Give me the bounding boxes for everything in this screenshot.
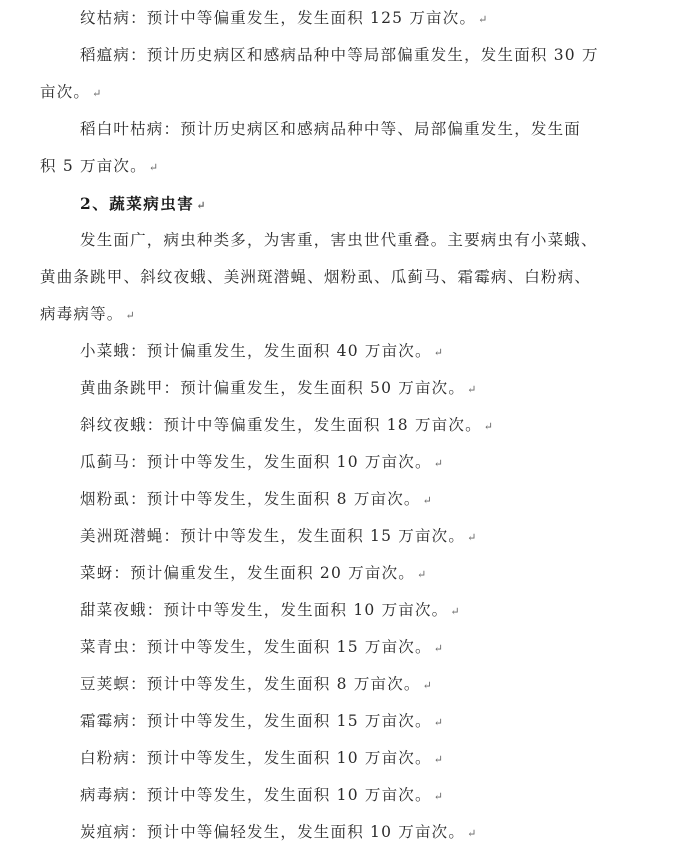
paragraph-virus-disease (40, 777, 660, 814)
text-line: 菜青虫：预计中等发生，发生面积 15 万亩次。 ↵ (80, 638, 443, 656)
paragraph-mark-icon: ↵ (148, 161, 159, 174)
paragraph-beet-armyworm (40, 592, 660, 629)
text-line: 发生面广，病虫种类多，为害重，害虫世代重叠。主要病虫有小菜蛾、 (80, 231, 598, 249)
paragraph-armyworm (40, 407, 660, 444)
text-line: 霜霉病：预计中等发生，发生面积 15 万亩次。 ↵ (80, 712, 443, 730)
paragraph-powdery-mildew (40, 740, 660, 777)
text-line: 瓜蓟马：预计中等发生，发生面积 10 万亩次。 ↵ (80, 453, 443, 471)
paragraph-mark-icon: ↵ (433, 790, 443, 803)
paragraph-mark-icon: ↵ (125, 309, 135, 322)
paragraph-anthracnose (40, 814, 660, 851)
paragraph-mark-icon: ↵ (483, 420, 493, 433)
paragraph-sheath-blight (40, 0, 660, 37)
paragraph-cabbage-worm (40, 629, 660, 666)
paragraph-pod-borer (40, 666, 660, 703)
paragraph-mark-icon: ↵ (433, 716, 443, 729)
text-line: 积 5 万亩次。 ↵ (40, 157, 159, 175)
text-line: 豆荚螟：预计中等发生，发生面积 8 万亩次。 ↵ (80, 675, 432, 693)
text-line: 斜纹夜蛾：预计中等偏重发生，发生面积 18 万亩次。 ↵ (80, 416, 493, 434)
paragraph-mark-icon: ↵ (196, 199, 206, 212)
text-line: 稻白叶枯病：预计历史病区和感病品种中等、局部偏重发生，发生面 (80, 120, 582, 138)
text-line: 烟粉虱：预计中等发生，发生面积 8 万亩次。 ↵ (80, 490, 432, 508)
text-line: 黄曲条跳甲、斜纹夜蛾、美洲斑潜蝇、烟粉虱、瓜蓟马、霜霉病、白粉病、 (40, 268, 592, 286)
text-line: 黄曲条跳甲：预计偏重发生，发生面积 50 万亩次。 ↵ (80, 379, 477, 397)
paragraph-mark-icon: ↵ (467, 383, 477, 396)
text-line: 甜菜夜蛾：预计中等发生，发生面积 10 万亩次。 ↵ (80, 601, 460, 619)
paragraph-mark-icon: ↵ (467, 827, 477, 840)
paragraph-mark-icon: ↵ (478, 13, 488, 26)
paragraph-rice-blast (40, 37, 660, 111)
paragraph-diamondback-moth (40, 333, 660, 370)
paragraph-downy-mildew (40, 703, 660, 740)
paragraph-melon-thrips (40, 444, 660, 481)
text-line: 病毒病：预计中等发生，发生面积 10 万亩次。 ↵ (80, 786, 443, 804)
text-line: 纹枯病：预计中等偏重发生，发生面积 125 万亩次。 ↵ (80, 9, 488, 27)
paragraph-flea-beetle (40, 370, 660, 407)
paragraph-mark-icon: ↵ (422, 679, 432, 692)
text-line: 稻瘟病：预计历史病区和感病品种中等局部偏重发生，发生面积 30 万 (80, 46, 599, 64)
text-line: 白粉病：预计中等发生，发生面积 10 万亩次。 ↵ (80, 749, 443, 767)
text-line: 美洲斑潜蝇：预计中等发生，发生面积 15 万亩次。 ↵ (80, 527, 477, 545)
paragraph-mark-icon: ↵ (92, 87, 102, 100)
paragraph-mark-icon: ↵ (433, 753, 443, 766)
paragraph-aphid (40, 555, 660, 592)
text-line: 小菜蛾：预计偏重发生，发生面积 40 万亩次。 ↵ (80, 342, 443, 360)
section-heading (40, 185, 660, 222)
paragraph-mark-icon: ↵ (467, 531, 477, 544)
paragraph-whitefly (40, 481, 660, 518)
paragraph-mark-icon: ↵ (422, 494, 432, 507)
text-line: 菜蚜：预计偏重发生，发生面积 20 万亩次。 ↵ (80, 564, 427, 582)
paragraph-leafminer (40, 518, 660, 555)
text-line: 亩次。 ↵ (40, 83, 102, 101)
paragraph-bacterial-leaf-blight (40, 111, 660, 185)
paragraph-mark-icon: ↵ (416, 568, 427, 581)
paragraph-mark-icon: ↵ (450, 605, 460, 618)
paragraph-mark-icon: ↵ (433, 642, 443, 655)
text-line: 病毒病等。 ↵ (40, 305, 135, 323)
paragraph-mark-icon: ↵ (433, 457, 443, 470)
text-line: 炭疽病：预计中等偏轻发生，发生面积 10 万亩次。 ↵ (80, 823, 477, 841)
section-heading-text: 2、蔬菜病虫害 ↵ (80, 194, 206, 213)
paragraph-mark-icon: ↵ (433, 346, 443, 359)
paragraph-vegetable-intro (40, 222, 660, 333)
